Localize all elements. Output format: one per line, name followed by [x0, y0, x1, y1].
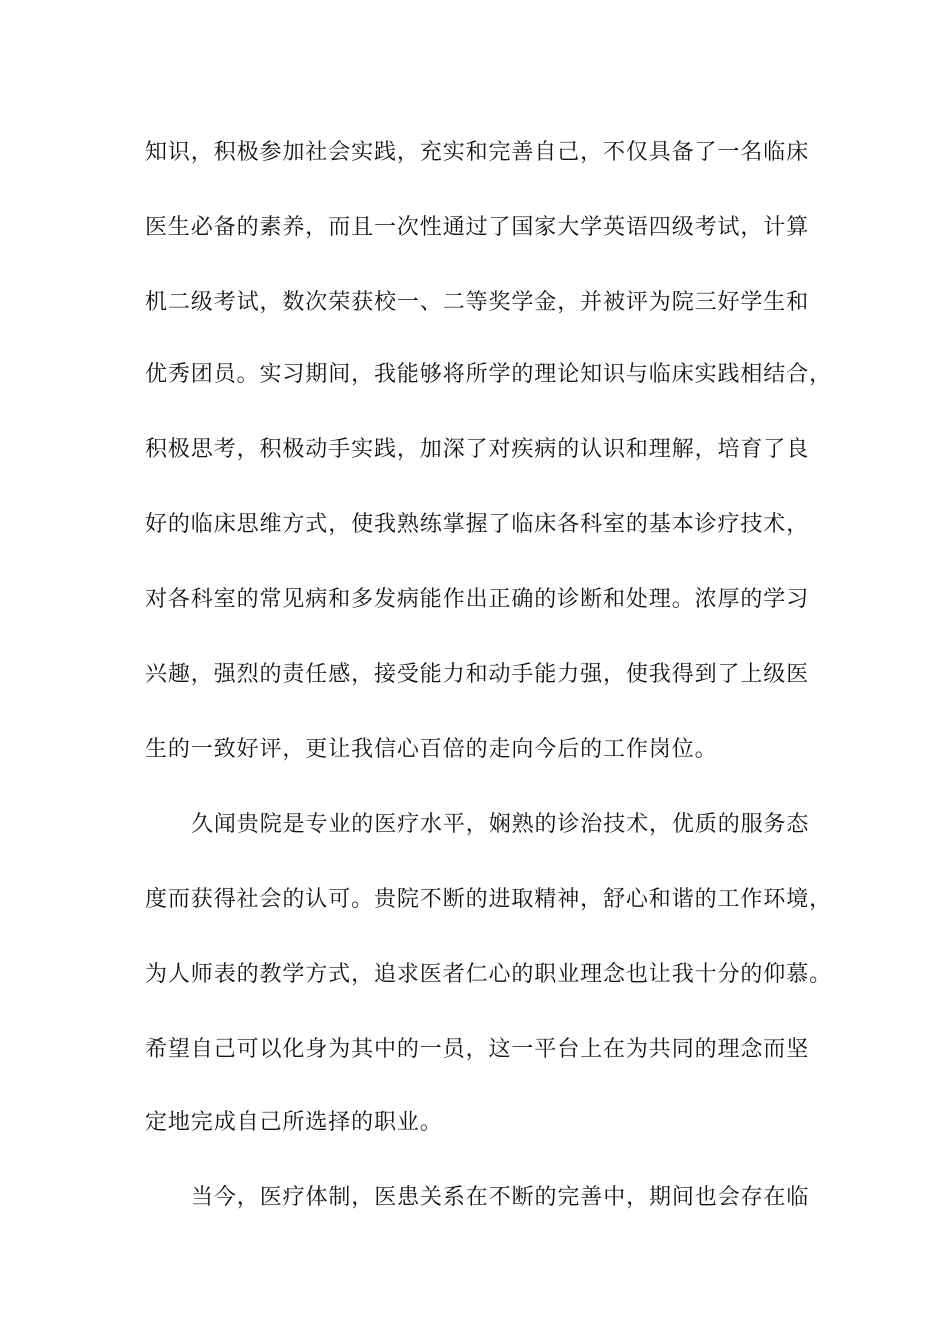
- text-line: 知识，积极参加社会实践，充实和完善自己，不仅具备了一名临床: [145, 140, 810, 165]
- text-line: 希望自己可以化身为其中的一员，这一平台上在为共同的理念而坚: [145, 1037, 810, 1062]
- paragraph-first-line: 当今，医疗体制，医患关系在不断的完善中，期间也会存在临: [191, 1185, 810, 1210]
- text-line: 对各科室的常见病和多发病能作出正确的诊断和处理。浓厚的学习: [145, 587, 810, 612]
- text-line: 好的临床思维方式，使我熟练掌握了临床各科室的基本诊疗技术，: [145, 512, 810, 537]
- paragraph-first-line: 久闻贵院是专业的医疗水平，娴熟的诊治技术，优质的服务态: [191, 812, 810, 837]
- text-line: 度而获得社会的认可。贵院不断的进取精神，舒心和谐的工作环境，: [145, 887, 833, 912]
- text-line: 机二级考试，数次荣获校一、二等奖学金，并被评为院三好学生和: [145, 290, 810, 315]
- text-line: 优秀团员。实习期间，我能够将所学的理论知识与临床实践相结合，: [145, 362, 833, 387]
- text-line: 积极思考，积极动手实践，加深了对疾病的认识和理解，培育了良: [145, 437, 810, 462]
- text-line: 为人师表的教学方式，追求医者仁心的职业理念也让我十分的仰慕。: [145, 962, 833, 987]
- text-line: 医生必备的素养，而且一次性通过了国家大学英语四级考试，计算: [145, 215, 810, 240]
- text-line: 兴趣，强烈的责任感，接受能力和动手能力强，使我得到了上级医: [145, 662, 810, 687]
- text-line: 生的一致好评，更让我信心百倍的走向今后的工作岗位。: [145, 737, 718, 762]
- text-line: 定地完成自己所选择的职业。: [145, 1110, 443, 1135]
